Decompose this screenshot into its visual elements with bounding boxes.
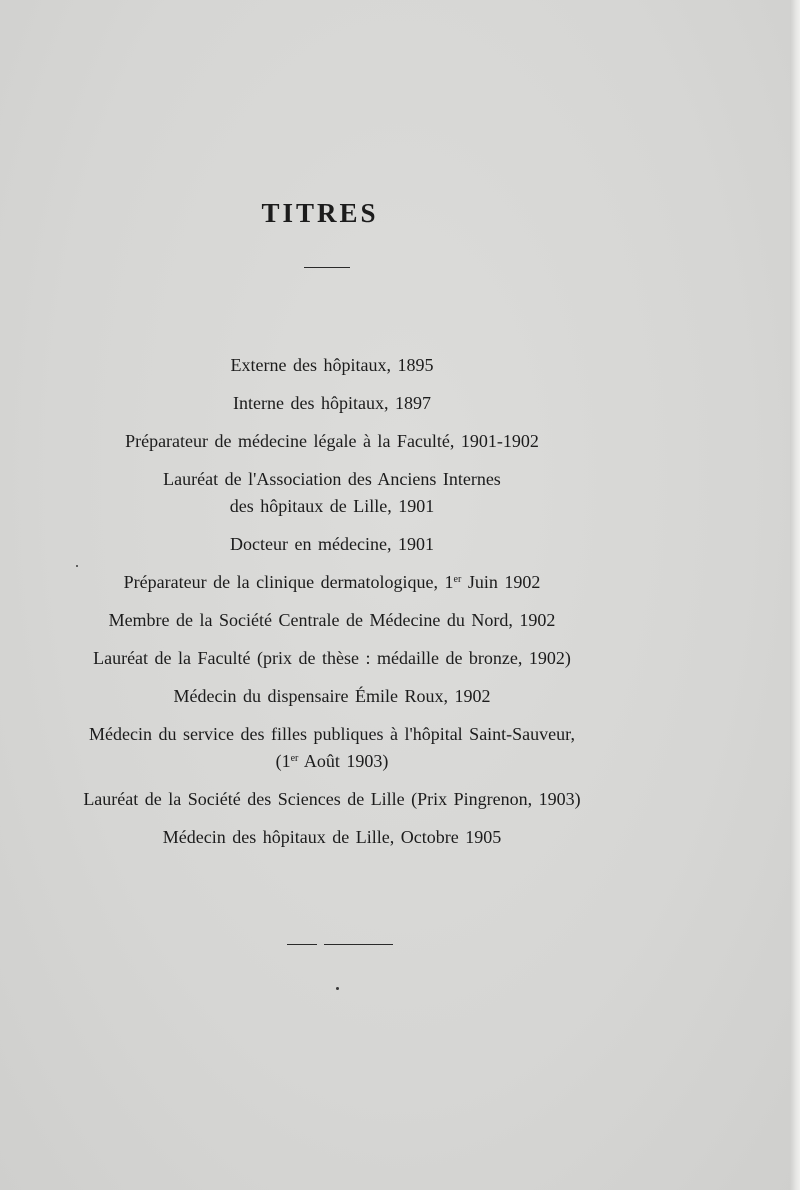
title-entry-line: Lauréat de l'Association des Anciens Internes	[163, 469, 501, 489]
title-entry-line: Lauréat de la Faculté (prix de thèse : médaille de bronze, 1902)	[93, 648, 571, 668]
ink-speck	[76, 565, 78, 567]
title-entry-line: Préparateur de médecine légale à la Faculté, 1901-1902	[125, 431, 539, 451]
title-entry-line: Externe des hôpitaux, 1895	[230, 355, 434, 375]
page-title: TITRES	[261, 198, 379, 228]
entry-text: Préparateur de la clinique dermatologique, 1	[123, 572, 454, 592]
title-entry-line	[0, 569, 664, 596]
title-entry-line: Interne des hôpitaux, 1897	[233, 393, 431, 413]
page-edge	[790, 0, 800, 1190]
title-entry-line: Membre de la Société Centrale de Médecine du Nord, 1902	[108, 610, 556, 630]
title-entry-line: Docteur en médecine, 1901	[230, 534, 434, 554]
entry-superscript: er	[453, 574, 462, 585]
ink-speck	[336, 987, 339, 990]
entry-text: Août 1903)	[298, 751, 389, 771]
entry-superscript: er	[290, 753, 299, 764]
title-entry-line	[0, 748, 664, 775]
end-rule	[287, 944, 393, 945]
end-rule-gap	[317, 942, 324, 946]
title-entry-line: Médecin des hôpitaux de Lille, Octobre 1905	[162, 827, 502, 847]
title-rule	[304, 267, 350, 268]
title-entry-line: Médecin du dispensaire Émile Roux, 1902	[173, 686, 491, 706]
entry-text: (1	[275, 751, 291, 771]
title-entry-line: Médecin du service des filles publiques à l'hôpital Saint-Sauveur,	[89, 724, 575, 744]
entry-text: Juin 1902	[461, 572, 541, 592]
titles-list	[0, 352, 664, 862]
title-entry-line: Lauréat de la Société des Sciences de Lille (Prix Pingrenon, 1903)	[83, 789, 581, 809]
title-entry-line: des hôpitaux de Lille, 1901	[229, 496, 435, 516]
